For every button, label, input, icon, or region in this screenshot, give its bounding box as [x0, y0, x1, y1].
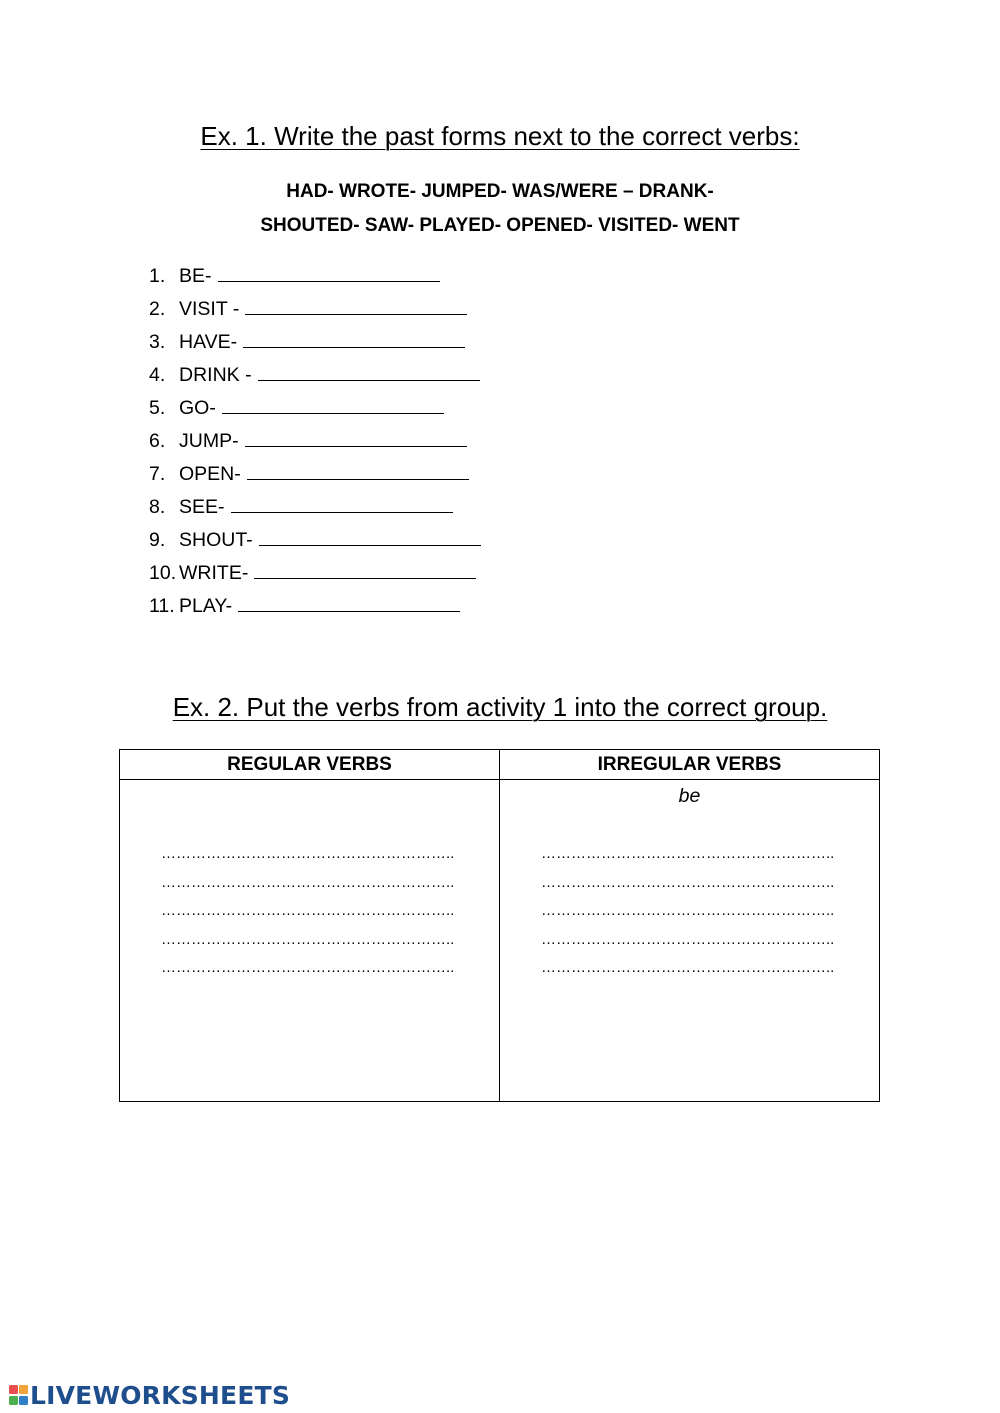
verb-groups-table: [119, 749, 880, 1102]
logo-text: LIVEWORKSHEETS: [30, 1380, 291, 1410]
item-verb: PLAY-: [179, 595, 233, 617]
irregular-answer-line[interactable]: …………………………………………………..: [541, 902, 835, 920]
list-item: [149, 560, 481, 593]
item-number: 11.: [149, 595, 175, 617]
item-number: 4.: [149, 364, 166, 386]
item-number: 7.: [149, 463, 166, 485]
answer-blank[interactable]: [254, 560, 476, 579]
item-verb: HAVE-: [179, 331, 238, 353]
irregular-example: be: [678, 785, 701, 807]
item-verb: VISIT -: [179, 298, 240, 320]
answer-blank[interactable]: [258, 362, 480, 381]
item-verb: SEE-: [179, 496, 225, 518]
regular-answer-line[interactable]: …………………………………………………..: [161, 902, 455, 920]
item-verb: BE-: [179, 265, 212, 287]
list-item: [149, 263, 481, 296]
irregular-verbs-cell: [500, 780, 880, 1102]
item-verb: JUMP-: [179, 430, 239, 452]
list-item: [149, 494, 481, 527]
liveworksheets-logo[interactable]: [9, 1381, 290, 1409]
word-bank-line-1: HAD- WROTE- JUMPED- WAS/WERE – DRANK-: [286, 181, 714, 202]
verb-list: [149, 263, 481, 626]
answer-blank[interactable]: [247, 461, 469, 480]
item-verb: OPEN-: [179, 463, 241, 485]
regular-answer-line[interactable]: …………………………………………………..: [161, 845, 455, 862]
item-number: 8.: [149, 496, 166, 518]
word-bank-line-2: SHOUTED- SAW- PLAYED- OPENED- VISITED- WENT: [260, 215, 740, 236]
list-item: [149, 527, 481, 560]
irregular-answer-line[interactable]: …………………………………………………..: [541, 873, 835, 891]
item-number: 1.: [149, 265, 166, 287]
irregular-answer-line[interactable]: …………………………………………………..: [541, 959, 835, 977]
answer-blank[interactable]: [218, 263, 440, 282]
list-item: [149, 593, 481, 626]
answer-blank[interactable]: [245, 428, 467, 447]
answer-blank[interactable]: [231, 494, 453, 513]
irregular-answer-line[interactable]: …………………………………………………..: [541, 845, 835, 862]
item-number: 3.: [149, 331, 166, 353]
exercise-2-title: Ex. 2. Put the verbs from activity 1 into the correct group.: [172, 692, 828, 722]
answer-blank[interactable]: [243, 329, 465, 348]
answer-blank[interactable]: [245, 296, 467, 315]
regular-answer-lines: [161, 840, 499, 983]
list-item: [149, 362, 481, 395]
list-item: [149, 428, 481, 461]
irregular-answer-lines: [541, 840, 879, 983]
regular-answer-line[interactable]: …………………………………………………..: [161, 959, 455, 977]
item-number: 2.: [149, 298, 166, 320]
abc-blocks-icon: [9, 1384, 28, 1406]
item-number: 5.: [149, 397, 166, 419]
list-item: [149, 296, 481, 329]
irregular-answer-line[interactable]: …………………………………………………..: [541, 930, 835, 948]
item-verb: GO-: [179, 397, 216, 419]
regular-verbs-header: REGULAR VERBS: [120, 750, 500, 780]
list-item: [149, 461, 481, 494]
irregular-verbs-header: IRREGULAR VERBS: [500, 750, 880, 780]
answer-blank[interactable]: [259, 527, 481, 546]
item-number: 9.: [149, 529, 166, 551]
regular-verbs-cell: [120, 780, 500, 1102]
item-number: 10.: [149, 562, 177, 584]
item-verb: DRINK -: [179, 364, 252, 386]
item-verb: SHOUT-: [179, 529, 253, 551]
item-number: 6.: [149, 430, 166, 452]
regular-answer-line[interactable]: …………………………………………………..: [161, 930, 455, 948]
regular-answer-line[interactable]: …………………………………………………..: [161, 873, 455, 891]
list-item: [149, 395, 481, 428]
item-verb: WRITE-: [179, 562, 249, 584]
list-item: [149, 329, 481, 362]
answer-blank[interactable]: [222, 395, 444, 414]
exercise-1-title: Ex. 1. Write the past forms next to the correct verbs:: [200, 121, 800, 151]
answer-blank[interactable]: [238, 593, 460, 612]
